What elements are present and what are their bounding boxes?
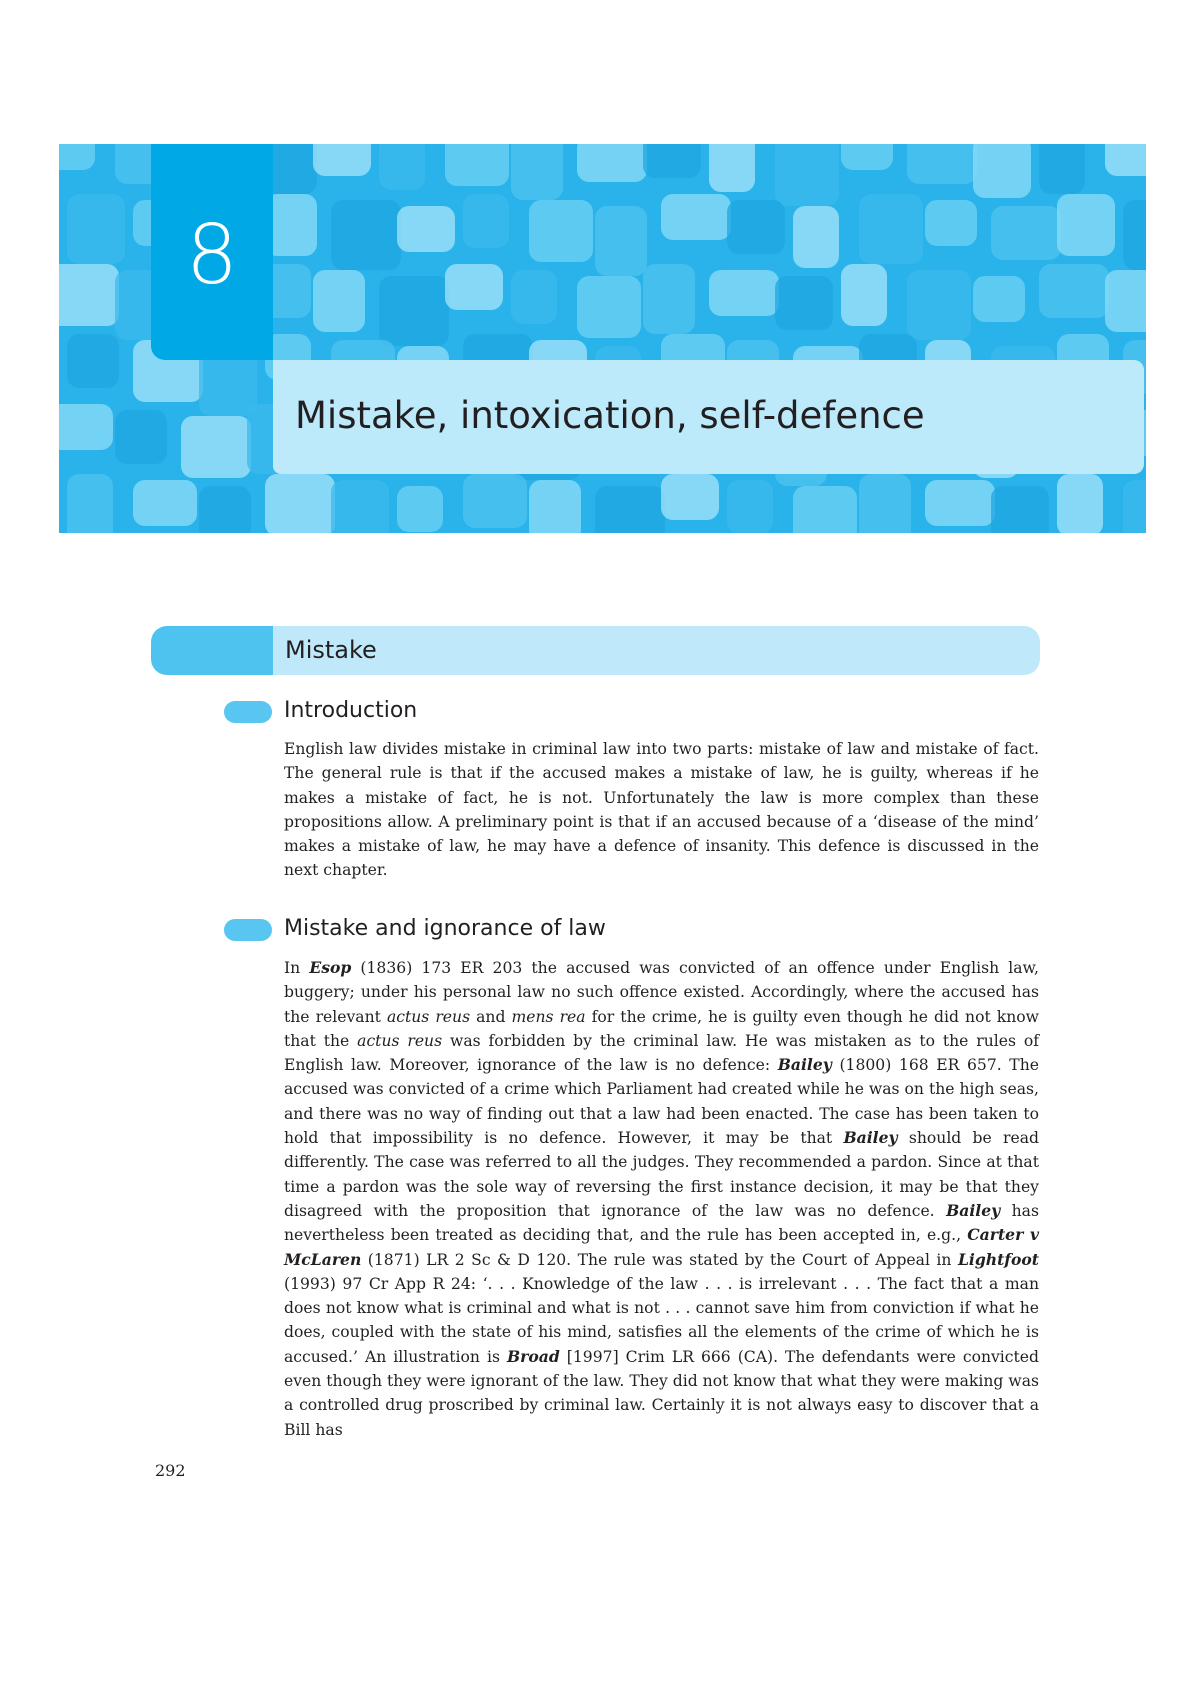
banner-pattern-tile xyxy=(265,474,335,533)
banner-pattern-tile xyxy=(643,144,701,178)
section-title: Mistake xyxy=(285,636,377,664)
banner-pattern-tile xyxy=(643,264,695,334)
case-name: Lightfoot xyxy=(957,1249,1039,1269)
banner-pattern-tile xyxy=(397,206,455,252)
chapter-title-box xyxy=(273,360,1144,474)
banner-pattern-tile xyxy=(859,194,923,264)
latin-term: mens rea xyxy=(511,1007,586,1026)
banner-pattern-tile xyxy=(1105,144,1146,176)
latin-term: actus reus xyxy=(357,1031,443,1050)
banner-pattern-tile xyxy=(1039,144,1085,194)
banner-pattern-tile xyxy=(181,416,251,478)
page-number: 292 xyxy=(155,1461,186,1480)
case-name: Broad xyxy=(506,1346,560,1366)
banner-pattern-tile xyxy=(775,276,833,330)
text-run: for the crime, he is guilty even though he did not know that the xyxy=(284,1007,1040,1050)
banner-pattern-tile xyxy=(727,200,785,254)
banner-pattern-tile xyxy=(59,144,95,170)
banner-pattern-tile xyxy=(727,480,773,533)
case-name: Bailey xyxy=(946,1200,1001,1220)
banner-pattern-tile xyxy=(331,200,401,270)
paragraph-mistake-law xyxy=(284,956,1039,1442)
chapter-banner xyxy=(59,144,1146,533)
banner-pattern-tile xyxy=(973,276,1025,322)
banner-pattern-tile xyxy=(1057,194,1115,256)
banner-pattern-tile xyxy=(907,144,977,184)
banner-pattern-tile xyxy=(793,486,857,533)
banner-pattern-tile xyxy=(463,194,509,248)
banner-pattern-tile xyxy=(397,486,443,532)
text-run: and xyxy=(470,1007,512,1026)
banner-pattern-tile xyxy=(511,144,563,200)
banner-pattern-tile xyxy=(859,474,911,533)
banner-pattern-tile xyxy=(661,194,731,240)
case-name: Esop xyxy=(309,958,352,977)
banner-pattern-tile xyxy=(1057,474,1103,533)
banner-pattern-tile xyxy=(841,264,887,326)
text-run: has nevertheless been treated as deciding that, and the rule has been accepted in, e.g., xyxy=(284,1201,1039,1245)
banner-pattern-tile xyxy=(529,480,581,533)
banner-pattern-tile xyxy=(115,410,167,464)
subsection-title-mistake-law: Mistake and ignorance of law xyxy=(284,916,606,941)
chapter-number-tab xyxy=(151,144,273,360)
text-run: [1997] Crim LR 666 (CA). The defendants were convicted even though they were ignorant of the law. They did not know that what they were making was a controlled drug proscribed by criminal law. Certainly it is not always easy to discover that a Bill has xyxy=(284,1347,1040,1439)
paragraph-introduction: English law divides mistake in criminal law into two parts: mistake of law and mistake of fact. The general rule is that if the accused makes a mistake of law, he is guilty, whereas if he makes a mistake of fact, he is not. Unfortunately the law is more complex than these propositions allow. A preliminary point is that if an accused because of a ‘disease of the mind’ makes a mistake of law, he may have a defence of insanity. This defence is discussed in the next chapter. xyxy=(284,740,1039,880)
banner-pattern-tile xyxy=(1123,200,1146,270)
subsection-title-introduction: Introduction xyxy=(284,698,418,723)
banner-pattern-tile xyxy=(775,144,839,206)
banner-pattern-tile xyxy=(991,486,1049,533)
banner-pattern-tile xyxy=(925,200,977,246)
banner-pattern-tile xyxy=(379,144,425,190)
banner-pattern-tile xyxy=(463,474,527,528)
section-heading-tab xyxy=(151,626,279,675)
chapter-title: Mistake, intoxication, self-defence xyxy=(295,394,925,437)
banner-pattern-tile xyxy=(133,480,197,526)
banner-pattern-tile xyxy=(313,270,365,332)
banner-pattern-tile xyxy=(1105,270,1146,332)
banner-pattern-tile xyxy=(973,144,1031,198)
banner-pattern-tile xyxy=(925,480,995,526)
banner-pattern-tile xyxy=(331,480,389,533)
case-name: Carter v McLaren xyxy=(284,1225,1040,1269)
text-run: (1871) LR 2 Sc & D 120. The rule was stated by the Court of Appeal in xyxy=(361,1250,958,1269)
banner-pattern-tile xyxy=(67,474,113,533)
banner-pattern-tile xyxy=(793,206,839,268)
banner-pattern-tile xyxy=(511,270,557,324)
banner-pattern-tile xyxy=(709,144,755,192)
latin-term: actus reus xyxy=(386,1007,471,1026)
case-name: Bailey xyxy=(843,1128,898,1148)
section-heading-body xyxy=(273,626,1040,675)
banner-pattern-tile xyxy=(595,206,647,276)
banner-pattern-tile xyxy=(907,270,971,340)
banner-pattern-tile xyxy=(379,276,449,346)
banner-pattern-tile xyxy=(595,486,665,533)
banner-pattern-tile xyxy=(199,486,251,533)
banner-pattern-tile xyxy=(67,194,125,264)
subsection-marker xyxy=(224,919,272,941)
banner-pattern-tile xyxy=(529,200,593,262)
subsection-marker xyxy=(224,701,272,723)
text-run: should be read differently. The case was referred to all the judges. They recommended a pardon. Since at that time a pardon was the sole way of reversing the first instance decision, it may be that they disagreed with the proposition that ignorance of the law was no defence. xyxy=(284,1129,1039,1220)
banner-pattern-tile xyxy=(59,264,119,326)
banner-pattern-tile xyxy=(445,264,503,310)
banner-pattern-tile xyxy=(991,206,1061,260)
chapter-number: 8 xyxy=(185,208,239,303)
text-run: In xyxy=(284,959,310,977)
banner-pattern-tile xyxy=(313,144,371,176)
banner-pattern-tile xyxy=(1123,480,1146,533)
banner-pattern-tile xyxy=(577,276,641,338)
text-run: (1800) 168 ER 657. The accused was convicted of a crime which Parliament had created while he was on the high seas, and there was no way of finding out that a law had been enacted. The case has been taken to hold that impossibility is no defence. However, it may be that xyxy=(284,1056,1039,1148)
text-run: (1993) 97 Cr App R 24: ‘. . . Knowledge of the law . . . is irrelevant . . . The fact that a man does not know what is criminal and what is not . . . cannot save him from conviction if what he does, coupled with the state of his mind, satisfies all the elements of the crime of which he is accused.’ An illustration is xyxy=(284,1274,1039,1366)
banner-pattern-tile xyxy=(661,474,719,520)
banner-pattern-tile xyxy=(1039,264,1109,318)
text-run: (1836) 173 ER 203 the accused was convicted of an offence under English law, buggery; under his personal law no such offence existed. Accordingly, where the accused has the relevant xyxy=(284,959,1039,1026)
banner-pattern-tile xyxy=(577,144,647,182)
banner-pattern-tile xyxy=(841,144,893,170)
banner-pattern-tile xyxy=(709,270,779,316)
case-name: Bailey xyxy=(777,1055,832,1075)
text-run: was forbidden by the criminal law. He was mistaken as to the rules of English law. Moreover, ignorance of the law is no defence: xyxy=(284,1031,1040,1075)
banner-pattern-tile xyxy=(59,404,113,450)
banner-pattern-tile xyxy=(67,334,119,388)
section-heading-bar xyxy=(151,626,1040,675)
banner-pattern-tile xyxy=(445,144,509,186)
